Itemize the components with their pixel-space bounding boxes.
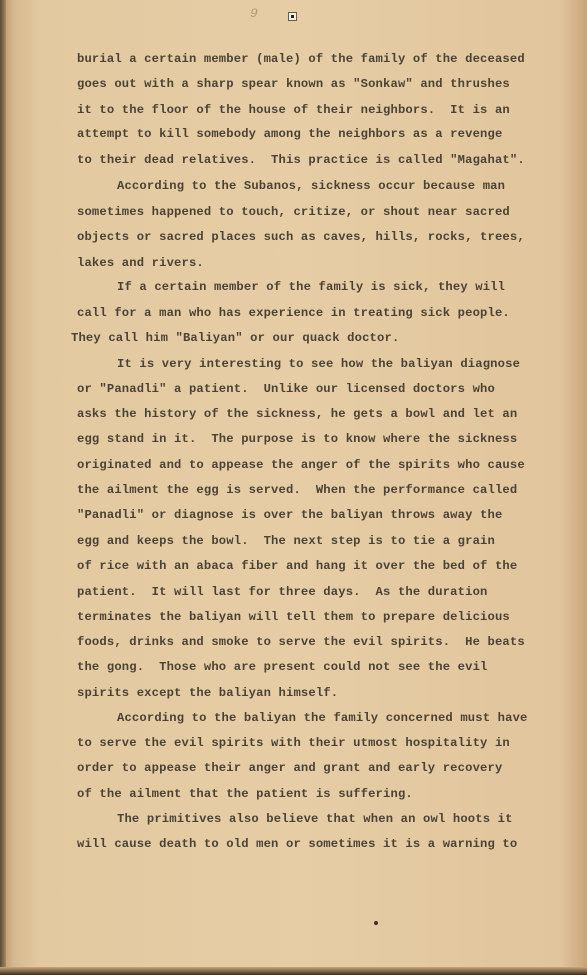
text-line: egg and keeps the bowl. The next step is to tie a grain — [77, 534, 495, 548]
text-line: goes out with a sharp spear known as "Sonkaw" and thrushes — [77, 77, 510, 91]
page-number: 9 — [250, 6, 258, 21]
text-line: of the ailment that the patient is suffering. — [77, 787, 413, 801]
text-line: patient. It will last for three days. As the duration — [77, 585, 488, 599]
text-line: or "Panadli" a patient. Unlike our licensed doctors who — [77, 382, 495, 396]
text-line: egg stand in it. The purpose is to know where the sickness — [77, 432, 518, 446]
text-line: lakes and rivers. — [77, 256, 204, 270]
ink-spot — [374, 921, 378, 925]
text-line: to serve the evil spirits with their utmost hospitality in — [77, 736, 510, 750]
text-line: terminates the baliyan will tell them to prepare delicious — [77, 610, 510, 624]
text-line: It is very interesting to see how the baliyan diagnose — [117, 357, 521, 371]
text-line: attempt to kill somebody among the neighbors as a revenge — [77, 127, 503, 141]
text-line: it to the floor of the house of their neighbors. It is an — [77, 103, 510, 117]
text-line: objects or sacred places such as caves, hills, rocks, trees, — [77, 230, 525, 244]
text-line: burial a certain member (male) of the family of the deceased — [77, 52, 525, 66]
text-line: will cause death to old men or sometimes it is a warning to — [77, 837, 518, 851]
text-line: asks the history of the sickness, he gets a bowl and let an — [77, 407, 518, 421]
text-line: sometimes happened to touch, critize, or shout near sacred — [77, 205, 510, 219]
text-line: of rice with an abaca fiber and hang it over the bed of the — [77, 559, 518, 573]
text-line: The primitives also believe that when an owl hoots it — [117, 812, 513, 826]
text-line: foods, drinks and smoke to serve the evil spirits. He beats — [77, 635, 525, 649]
page-bottom-edge — [0, 967, 587, 975]
text-line: the gong. Those who are present could not see the evil — [77, 660, 488, 674]
text-line: spirits except the baliyan himself. — [77, 686, 339, 700]
text-line: According to the Subanos, sickness occur because man — [117, 179, 506, 193]
text-line: They call him "Baliyan" or our quack doctor. — [71, 331, 400, 345]
text-line: order to appease their anger and grant and early recovery — [77, 761, 503, 775]
text-line: According to the baliyan the family concerned must have — [117, 711, 528, 725]
text-line: to their dead relatives. This practice is called "Magahat". — [77, 153, 525, 167]
text-line: If a certain member of the family is sick, they will — [117, 280, 506, 294]
text-line: "Panadli" or diagnose is over the baliyan throws away the — [77, 508, 503, 522]
page-binding-edge — [0, 0, 6, 975]
text-line: the ailment the egg is served. When the performance called — [77, 483, 518, 497]
text-line: call for a man who has experience in treating sick people. — [77, 306, 510, 320]
text-line: originated and to appease the anger of the spirits who cause — [77, 458, 525, 472]
stamp-mark-icon — [288, 12, 297, 21]
